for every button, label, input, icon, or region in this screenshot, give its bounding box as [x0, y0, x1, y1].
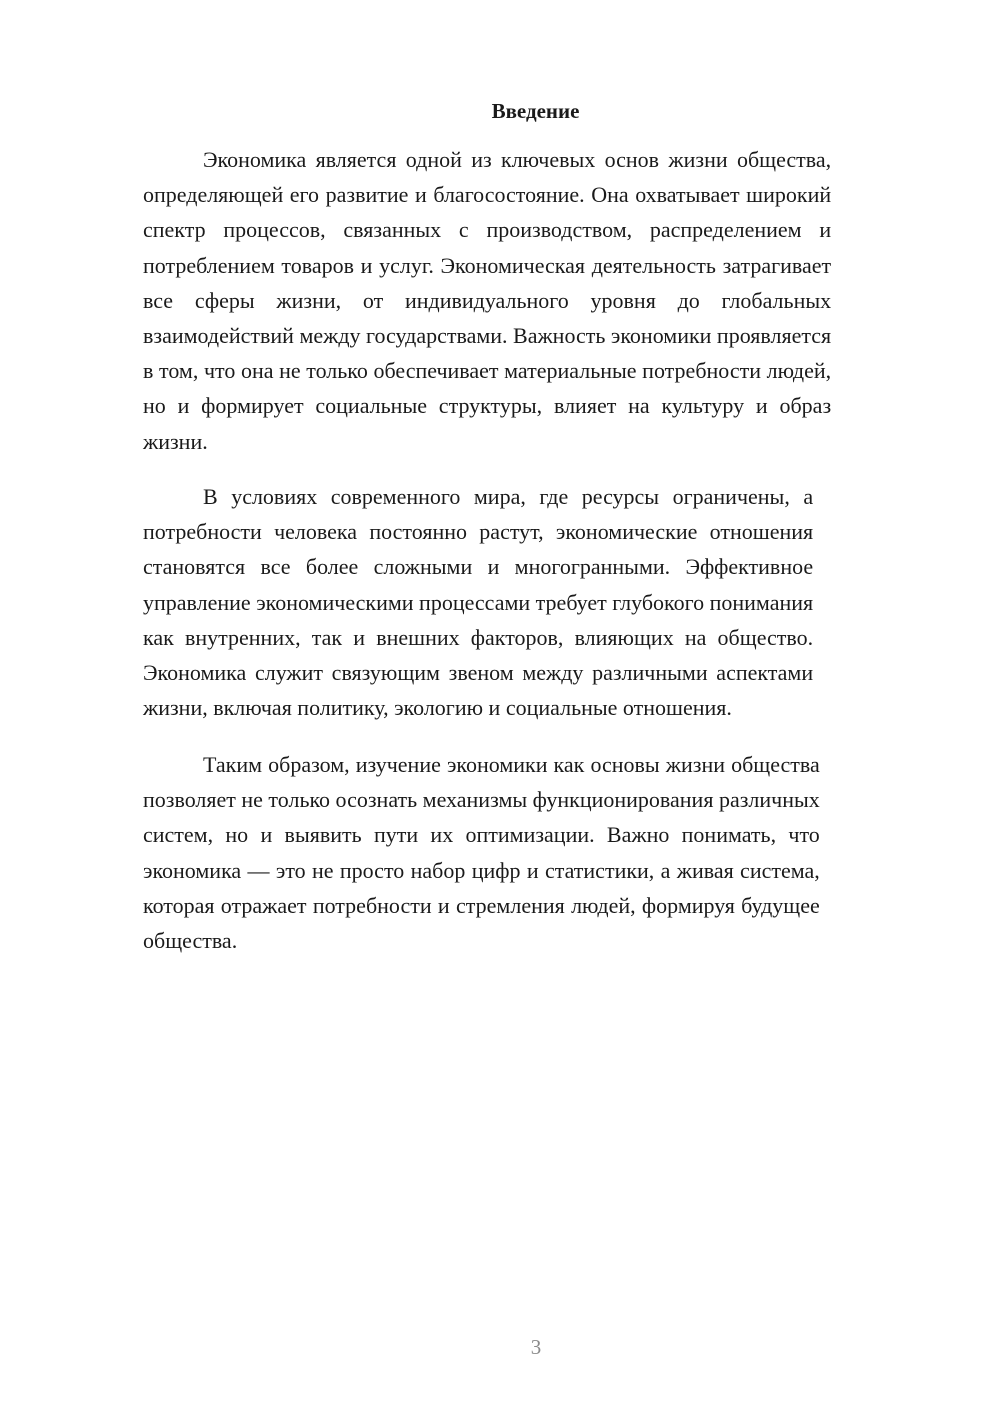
paragraph-line: Экономика служит связующим звеном между различными аспектами [143, 659, 814, 685]
paragraph-line: в том, что она не только обеспечивает материальные потребности людей, [143, 358, 832, 384]
paragraph-line: систем, но и выявить пути их оптимизации. Важно понимать, что [143, 822, 820, 848]
paragraph-line: все сферы жизни, от индивидуального уровня до глобальных [143, 287, 832, 313]
paragraph-line: определяющей его развитие и благосостояние. Она охватывает широкий [143, 182, 832, 208]
paragraph-line: Экономика является одной из ключевых основ жизни общества, [203, 147, 832, 172]
paragraph-line: Таким образом, изучение экономики как основы жизни общества [203, 752, 820, 777]
page-number: 3 [530, 1335, 542, 1359]
paragraph-line: как внутренних, так и внешних факторов, влияющих на общество. [143, 624, 814, 650]
paragraph-line: но и формирует социальные структуры, влияет на культуру и образ [143, 393, 832, 419]
paragraph-2 [143, 479, 813, 725]
paragraph-line: становятся все более сложными и многогранными. Эффективное [143, 554, 814, 580]
paragraph-line: которая отражает потребности и стремления людей, формируя будущее [143, 892, 820, 918]
paragraph-line: потреблением товаров и услуг. Экономическая деятельность затрагивает [143, 252, 832, 278]
paragraph-line: В условиях современного мира, где ресурсы ограничены, а [203, 484, 814, 509]
paragraph-line: жизни. [143, 428, 208, 454]
paragraph-1 [143, 142, 831, 459]
paragraph-line: взаимодействий между государствами. Важность экономики проявляется [143, 322, 832, 348]
paragraph-line: экономика — это не просто набор цифр и статистики, а живая система, [143, 857, 820, 883]
paragraph-line: общества. [143, 927, 238, 953]
paragraph-line: потребности человека постоянно растут, экономические отношения [143, 519, 814, 545]
paragraph-3 [143, 747, 820, 958]
section-title: Введение [491, 99, 580, 123]
paragraph-line: жизни, включая политику, экологию и социальные отношения. [143, 695, 732, 721]
paragraph-line: позволяет не только осознать механизмы функционирования различных [143, 787, 820, 813]
paragraph-line: управление экономическими процессами требует глубокого понимания [143, 589, 814, 615]
paragraph-line: спектр процессов, связанных с производством, распределением и [143, 217, 832, 243]
